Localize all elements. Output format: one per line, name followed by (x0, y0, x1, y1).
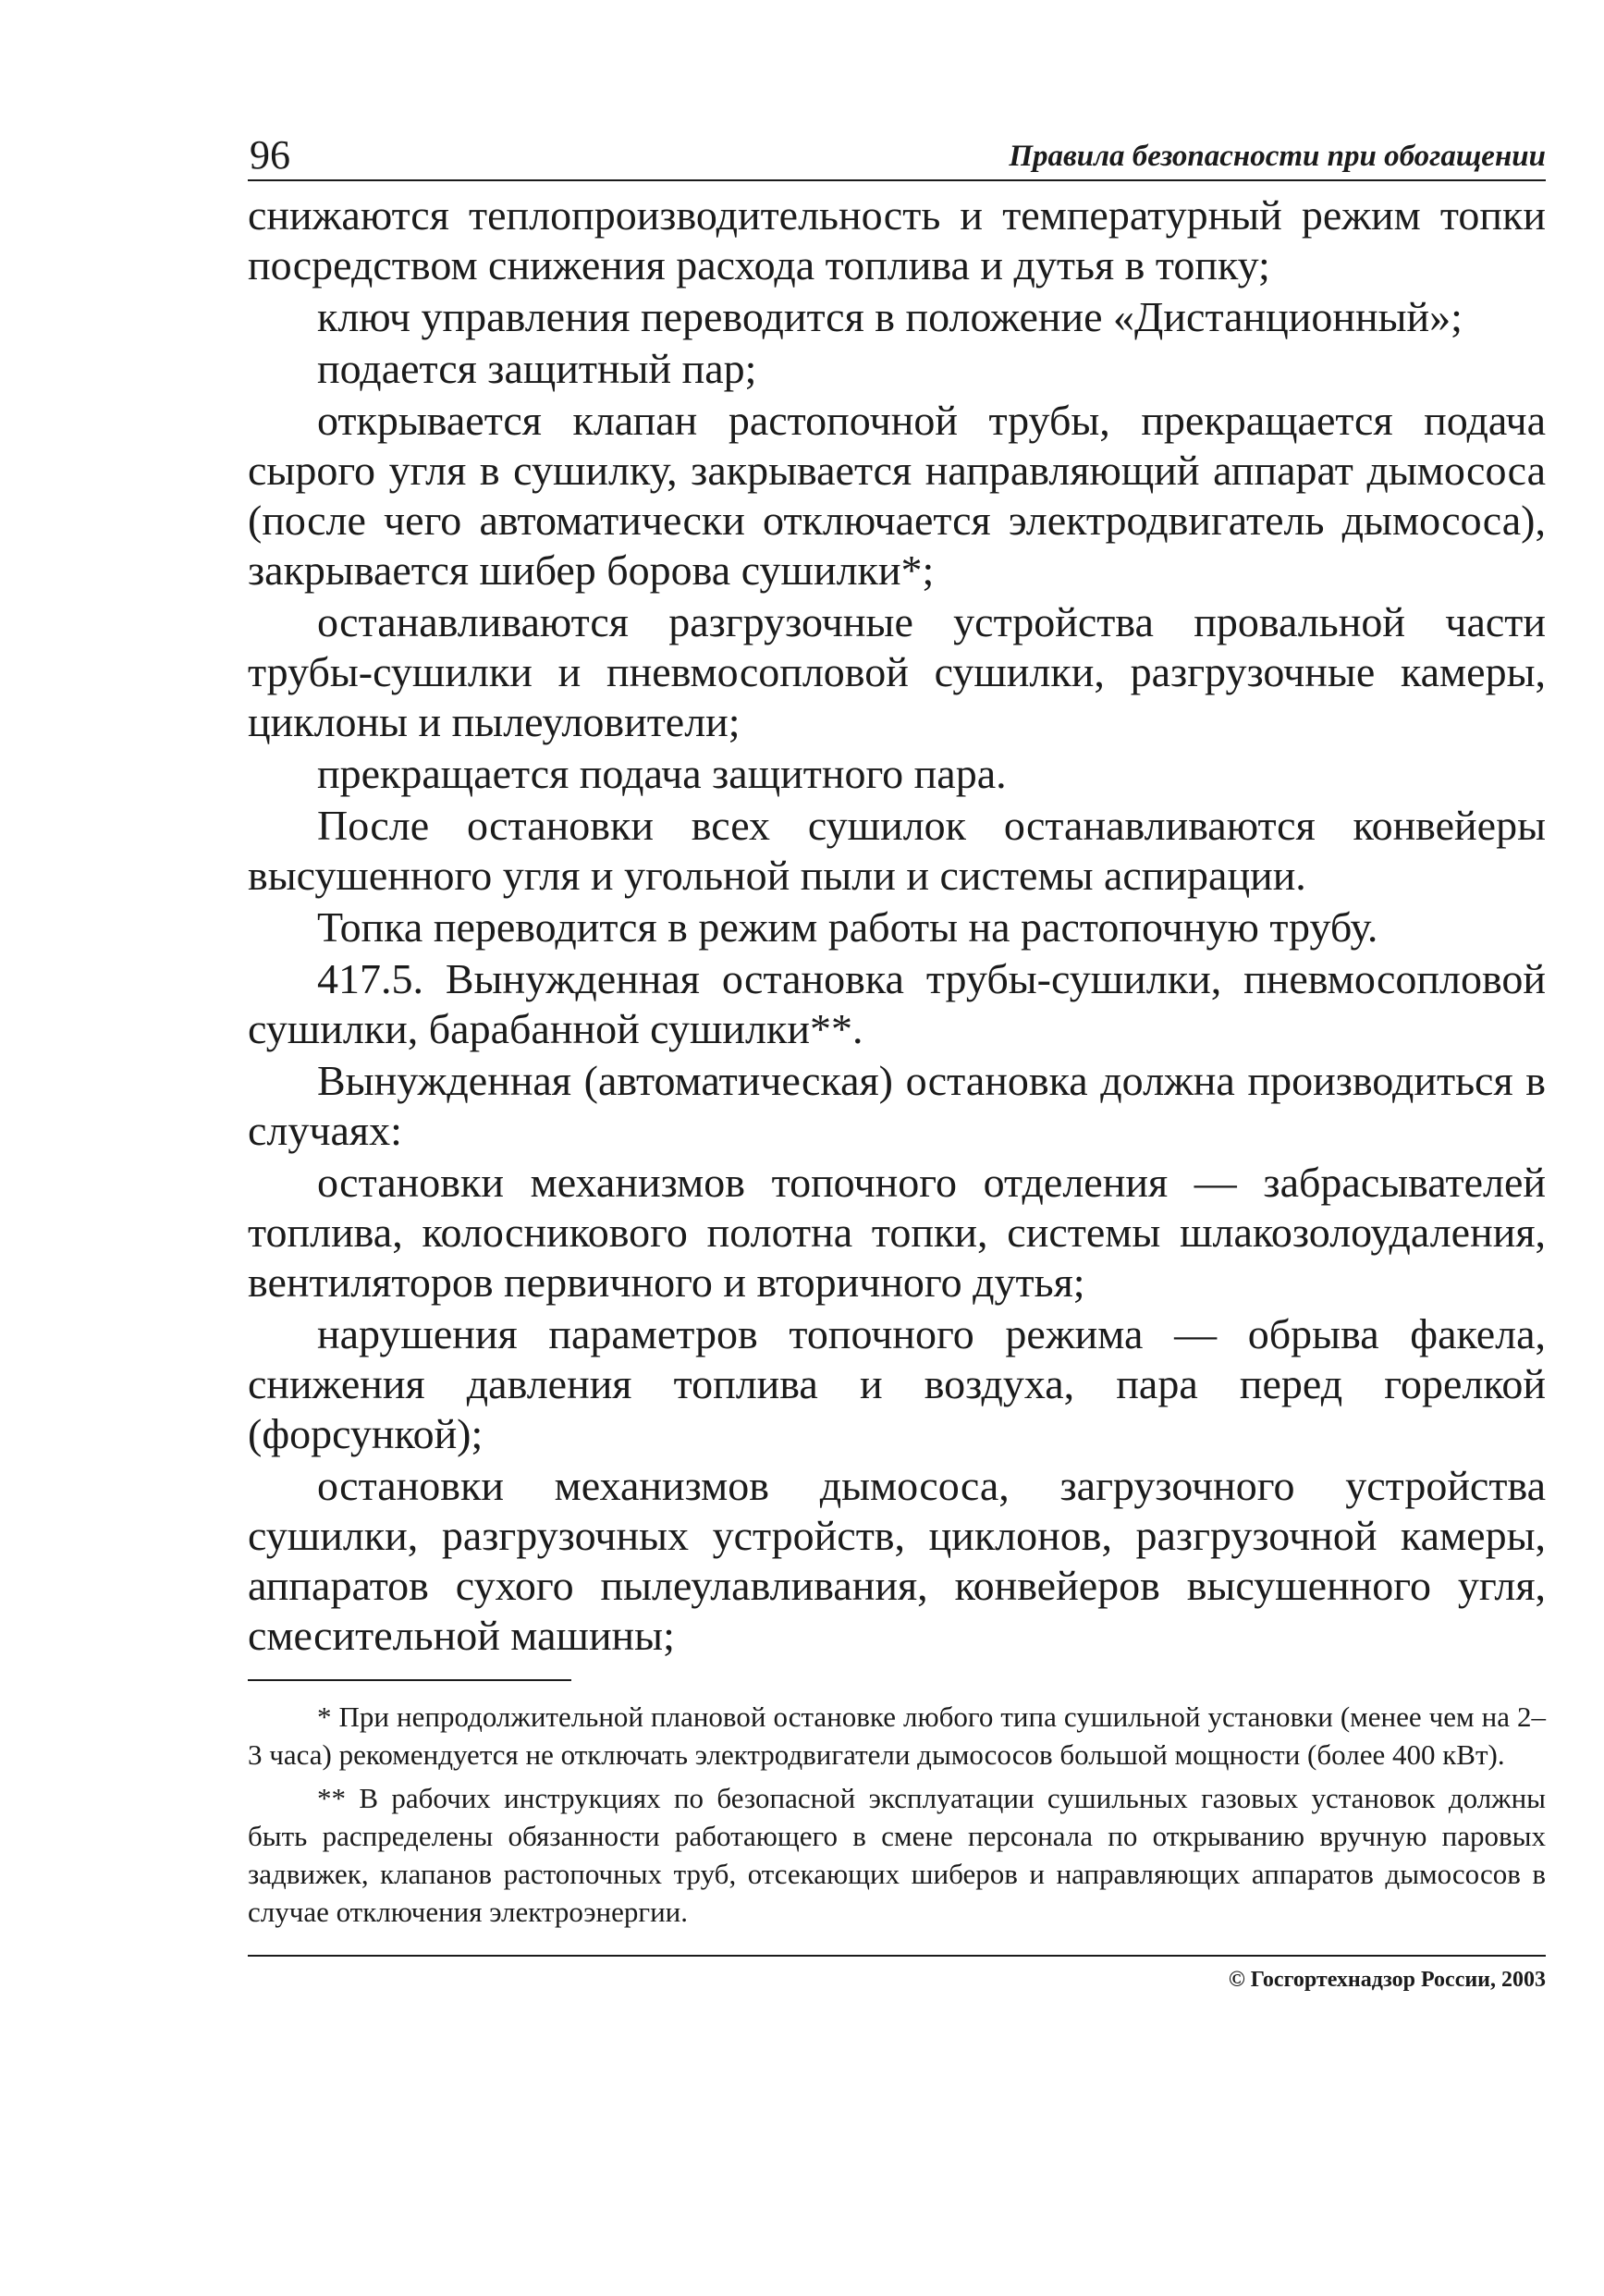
footnotes (248, 1698, 1546, 1931)
section-heading-417-5: 417.5. Вынужденная остановка трубы-сушилки, пневмосопловой сушилки, барабанной сушилки**. (248, 955, 1546, 1052)
paragraph: открывается клапан растопочной трубы, прекращается подача сырого угля в сушилку, закрывается направляющий аппарат дымососа (после чего автоматически отключается электродвигатель дымососа), закрывается шибер борова сушилки*; (248, 397, 1546, 594)
paragraph: останавливаются разгрузочные устройства провальной части трубы-сушилки и пневмосопловой сушилки, разгрузочные камеры, циклоны и пылеуловители; (248, 598, 1546, 745)
paragraph: После остановки всех сушилок останавливаются конвейеры высушенного угля и угольной пыли и системы аспирации. (248, 802, 1546, 899)
copyright-notice: © Госгортехнадзор России, 2003 (1228, 1968, 1546, 1992)
body-text (248, 190, 1546, 1661)
paragraph: остановки механизмов топочного отделения — забрасывателей топлива, колосникового полотна топки, системы шлакозолоудаления, вентиляторов первичного и вторичного дутья; (248, 1159, 1546, 1306)
paragraph: остановки механизмов дымососа, загрузочного устройства сушилки, разгрузочных устройств, циклонов, разгрузочной камеры, аппаратов сухого пылеулавливания, конвейеров высушенного угля, смесительной машины; (248, 1462, 1546, 1659)
paragraph: Вынужденная (автоматическая) остановка должна производиться в случаях: (248, 1057, 1546, 1154)
paragraph: прекращается подача защитного пара. (317, 750, 1007, 797)
paragraph: Топка переводится в режим работы на растопочную трубу. (317, 903, 1378, 951)
paragraph: ключ управления переводится в положение «Дистанционный»; (317, 293, 1463, 340)
running-title: Правила безопасности при обогащении (1009, 140, 1546, 173)
footnote-2: ** В рабочих инструкциях по безопасной эксплуатации сушильных газовых установок должны быть распределены обязанности работающего в смене персонала по открыванию вручную паровых задвижек, клапанов растопочных труб, отсекающих шиберов и направляющих аппаратов дымососов в случае отключения электроэнергии. (248, 1782, 1546, 1928)
page-number: 96 (250, 132, 290, 178)
footer-divider (248, 1955, 1546, 1957)
page-header (248, 120, 1546, 181)
paragraph: снижаются теплопроизводительность и температурный режим топки посредством снижения расхода топлива и дутья в топку; (248, 191, 1546, 289)
paragraph: подается защитный пар; (317, 345, 757, 392)
footnote-divider (248, 1679, 571, 1681)
footnote-1: * При непродолжительной плановой остановке любого типа сушильной установки (менее чем на 2–3 часа) рекомендуется не отключать электродвигатели дымососов большой мощности (более 400 кВт). (248, 1701, 1546, 1771)
document-page (248, 120, 1546, 1994)
paragraph: нарушения параметров топочного режима — обрыва факела, снижения давления топлива и воздуха, пара перед горелкой (форсункой); (248, 1310, 1546, 1457)
